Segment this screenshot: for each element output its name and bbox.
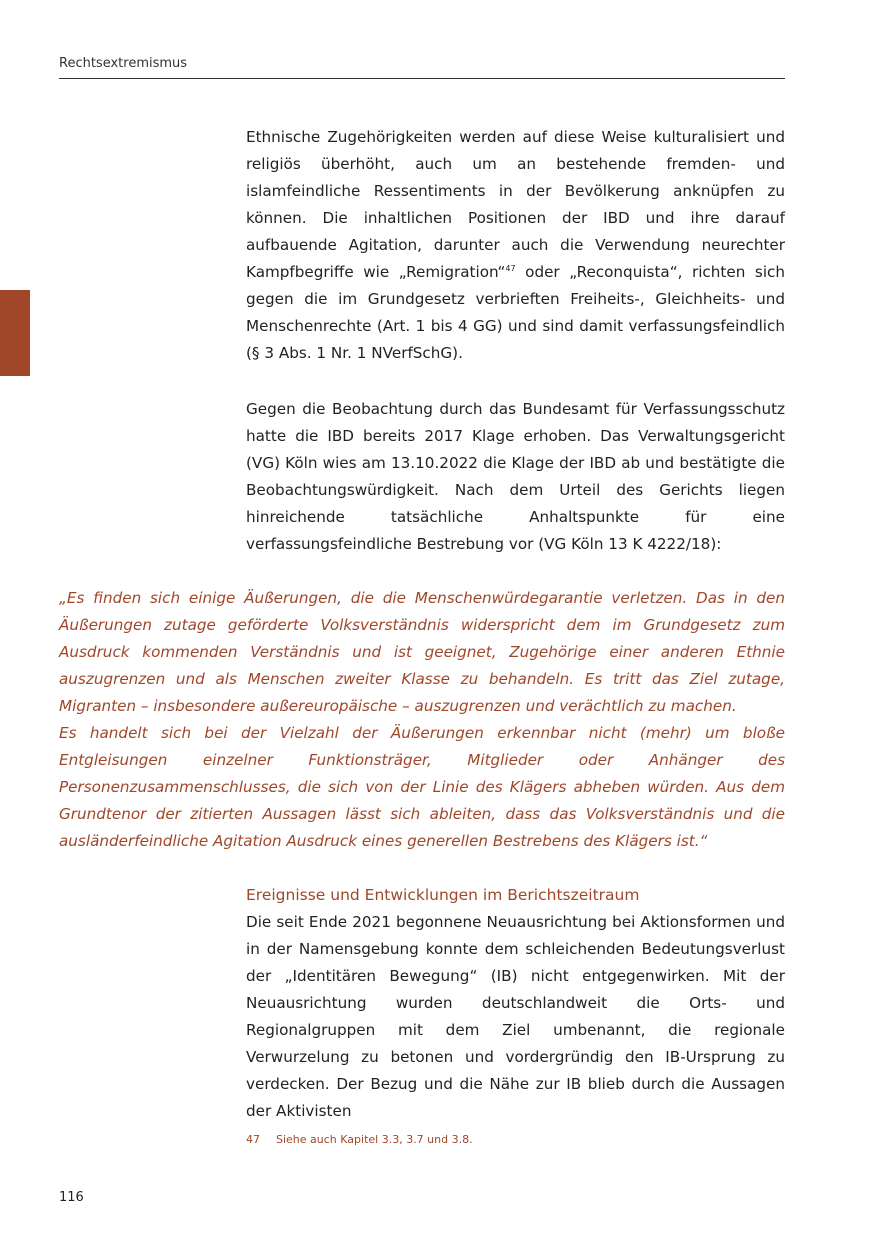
- court-quote-paragraph-1: „Es finden sich einige Äußerungen, die die Menschenwürdegarantie verletzen. Das in den Äußerungen zutage geförderte Volksverständnis widerspricht dem im Grundgesetz zum Ausdruck kommenden Verständnis und ist geeignet, Zugehörige einer anderen Ethnie auszugrenzen und als Menschen zweiter Klasse zu behandeln. Es tritt das Ziel zutage, Migranten – insbesondere außereuropäische – auszugrenzen und verächtlich zu machen.: [59, 589, 785, 715]
- section-paragraph: Die seit Ende 2021 begonnene Neuausrichtung bei Aktionsformen und in der Namensgebung konnte dem schleichenden Bedeutungsverlust der „Identitären Bewegung“ (IB) nicht entgegenwirken. Mit der Neuausrichtung wurden deutschlandweit die Orts- und Regionalgruppen mit dem Ziel umbenannt, die regionale Verwurzelung zu betonen und vordergründig den IB-Ursprung zu verdecken. Der Bezug und die Nähe zur IB blieb durch die Aussagen der Aktivisten: [246, 913, 785, 1120]
- section-heading: Ereignisse und Entwicklungen im Berichtszeitraum: [246, 886, 640, 904]
- body-paragraph-1: [246, 124, 785, 367]
- header-divider: [59, 78, 785, 79]
- page-number: 116: [59, 1190, 84, 1205]
- footnote-text: Siehe auch Kapitel 3.3, 3.7 und 3.8.: [276, 1133, 473, 1146]
- court-quote: [59, 585, 785, 855]
- body-paragraph-1-text-a: Ethnische Zugehörigkeiten werden auf diese Weise kulturalisiert und religiös überhöht, auch um an bestehende fremden- und islamfeindliche Ressentiments in der Bevölkerung anknüpfen zu können. Die inhaltlichen Positionen der IBD und ihre darauf aufbauende Agitation, darunter auch die Verwendung neurechter Kampfbegriffe wie „Remigration“: [246, 128, 785, 281]
- chapter-tab-marker: [0, 290, 30, 376]
- body-paragraph-1-text-b: oder „Reconquista“, richten sich gegen die im Grundgesetz verbrieften Freiheits-, Gleichheits- und Menschenrechte (Art. 1 bis 4 GG) und sind damit verfassungsfeindlich (§ 3 Abs. 1 Nr. 1 NVerfSchG).: [246, 263, 786, 362]
- footnote-number: 47: [246, 1133, 260, 1146]
- footnote: [246, 1133, 473, 1146]
- body-paragraph-2: Gegen die Beobachtung durch das Bundesamt für Verfassungsschutz hatte die IBD bereits 2017 Klage erhoben. Das Verwaltungsgericht (VG) Köln wies am 13.10.2022 die Klage der IBD ab und bestätigte die Beobachtungswürdigkeit. Nach dem Urteil des Gerichts liegen hinreichende tatsächliche Anhaltspunkte für eine verfassungsfeindliche Bestrebung vor (VG Köln 13 K 4222/18):: [246, 400, 785, 553]
- court-quote-paragraph-2: Es handelt sich bei der Vielzahl der Äußerungen erkennbar nicht (mehr) um bloße Entgleisungen einzelner Funktionsträger, Mitglieder oder Anhänger des Personenzusammenschlusses, die sich von der Linie des Klägers abheben würden. Aus dem Grundtenor der zitierten Aussagen lässt sich ableiten, dass das Volksverständnis und die ausländerfeindliche Agitation Ausdruck eines generellen Bestrebens des Klägers ist.“: [59, 724, 785, 850]
- running-header: Rechtsextremismus: [59, 56, 188, 71]
- footnote-reference: 47: [505, 263, 516, 273]
